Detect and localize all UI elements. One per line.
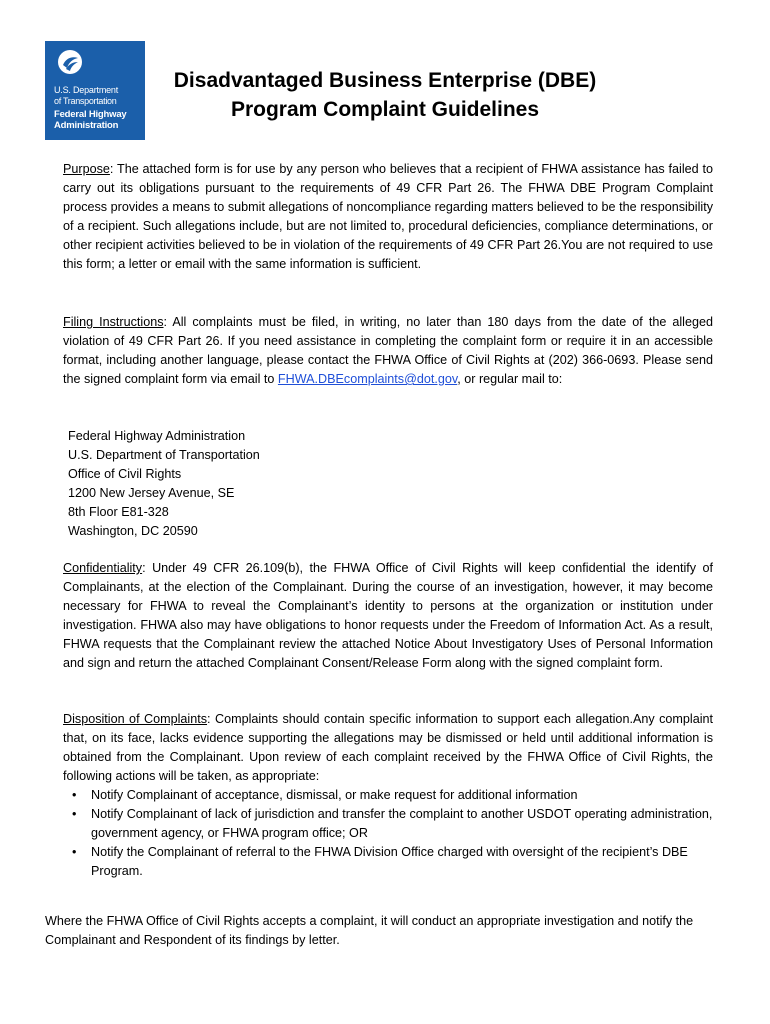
mailing-address (68, 427, 260, 541)
purpose-text: : The attached form is for use by any person who believes that a recipient of FHWA assistance has failed to carry out its obligations pursuant to the requirements of 49 CFR Part 26. The FHWA DBE Program Complaint process provides a means to submit allegations of noncompliance regarding matters believed to be the responsibility of a recipient. Such allegations include, but are not limited to, procedural deficiencies, compliance determinations, or other recipient activities believed to be in violation of the requirements of 49 CFR Part 26.You are not required to use this form; a letter or email with the same information is sufficient. (63, 162, 713, 271)
disposition-text: : Complaints should contain specific information to support each allegation.Any complaint that, on its face, lacks evidence supporting the allegations may be dismissed or held until additional information is obtained from the Complainant. Upon review of each complaint received by the FHWA Office of Civil Rights, the following actions will be taken, as appropriate: (63, 712, 714, 783)
title-line-2: Program Complaint Guidelines (230, 98, 540, 121)
filing-section (63, 313, 713, 389)
fhwa-logo (45, 41, 145, 140)
purpose-paragraph (63, 160, 713, 274)
dot-emblem-icon (57, 49, 83, 75)
list-item (63, 843, 713, 881)
address-line-1: Federal Highway Administration (68, 429, 246, 443)
bullet-text-2: Notify Complainant of lack of jurisdiction and transfer the complaint to another USDOT operating administration, government agency, or FHWA program office; OR (91, 807, 713, 840)
disposition-section (63, 710, 713, 881)
page-title (140, 66, 630, 124)
logo-line-3: Federal Highway (54, 109, 127, 120)
logo-line-4: Administration (54, 120, 119, 131)
list-item (63, 805, 713, 843)
confidentiality-text: : Under 49 CFR 26.109(b), the FHWA Office of Civil Rights will keep confidential the identify of Complainants, at the election of the Complainant. During the course of an investigation, however, it may become necessary for FHWA to reveal the Complainant’s identity to persons at the organization or institution under investigation. FHWA also may have obligations to honor requests under the Freedom of Information Act. As a result, FHWA requests that the Complainant review the attached Notice About Investigatory Uses of Personal Information and sign and return the attached Complainant Consent/Release Form along with the signed complaint form. (63, 561, 713, 670)
confidentiality-heading: Confidentiality (63, 561, 143, 575)
bullet-text-1: Notify Complainant of acceptance, dismissal, or make request for additional information (91, 788, 578, 802)
address-line-5: 8th Floor E81-328 (68, 505, 169, 519)
disposition-paragraph (63, 710, 713, 786)
confidentiality-paragraph (63, 559, 713, 673)
filing-text-after: , or regular mail to: (457, 372, 563, 386)
purpose-section (63, 160, 713, 274)
address-line-4: 1200 New Jersey Avenue, SE (68, 486, 235, 500)
disposition-heading: Disposition of Complaints (63, 712, 208, 726)
complaints-email-link[interactable]: FHWA.DBEcomplaints@dot.gov (277, 372, 458, 386)
filing-paragraph (63, 313, 713, 389)
filing-heading: Filing Instructions (63, 315, 164, 329)
title-line-1: Disadvantaged Business Enterprise (DBE) (173, 69, 597, 92)
logo-line-2: of Transportation (54, 96, 117, 106)
list-item (63, 786, 713, 805)
address-line-6: Washington, DC 20590 (68, 524, 198, 538)
bullet-text-3: Notify the Complainant of referral to the FHWA Division Office charged with oversight of the recipient’s DBE Program. (91, 845, 688, 878)
confidentiality-section (63, 559, 713, 673)
closing-paragraph: Where the FHWA Office of Civil Rights accepts a complaint, it will conduct an appropriate investigation and notify the Complainant and Respondent of its findings by letter. (45, 914, 694, 947)
bullet-icon: • (72, 845, 77, 859)
address-line-2: U.S. Department of Transportation (68, 448, 260, 462)
logo-line-1: U.S. Department (54, 85, 119, 95)
bullet-icon: • (72, 807, 77, 821)
bullet-icon: • (72, 788, 77, 802)
disposition-actions-list (63, 786, 713, 881)
purpose-heading: Purpose (63, 162, 110, 176)
closing-section (45, 912, 715, 950)
filing-text-before: : All complaints must be filed, in writing, no later than 180 days from the date of the alleged violation of 49 CFR Part 26. If you need assistance in completing the complaint form or require it in an accessible format, including another language, please contact the FHWA Office of Civil Rights at (202) 366-0693. Please send the signed complaint form via email to (63, 315, 713, 386)
address-line-3: Office of Civil Rights (68, 467, 182, 481)
